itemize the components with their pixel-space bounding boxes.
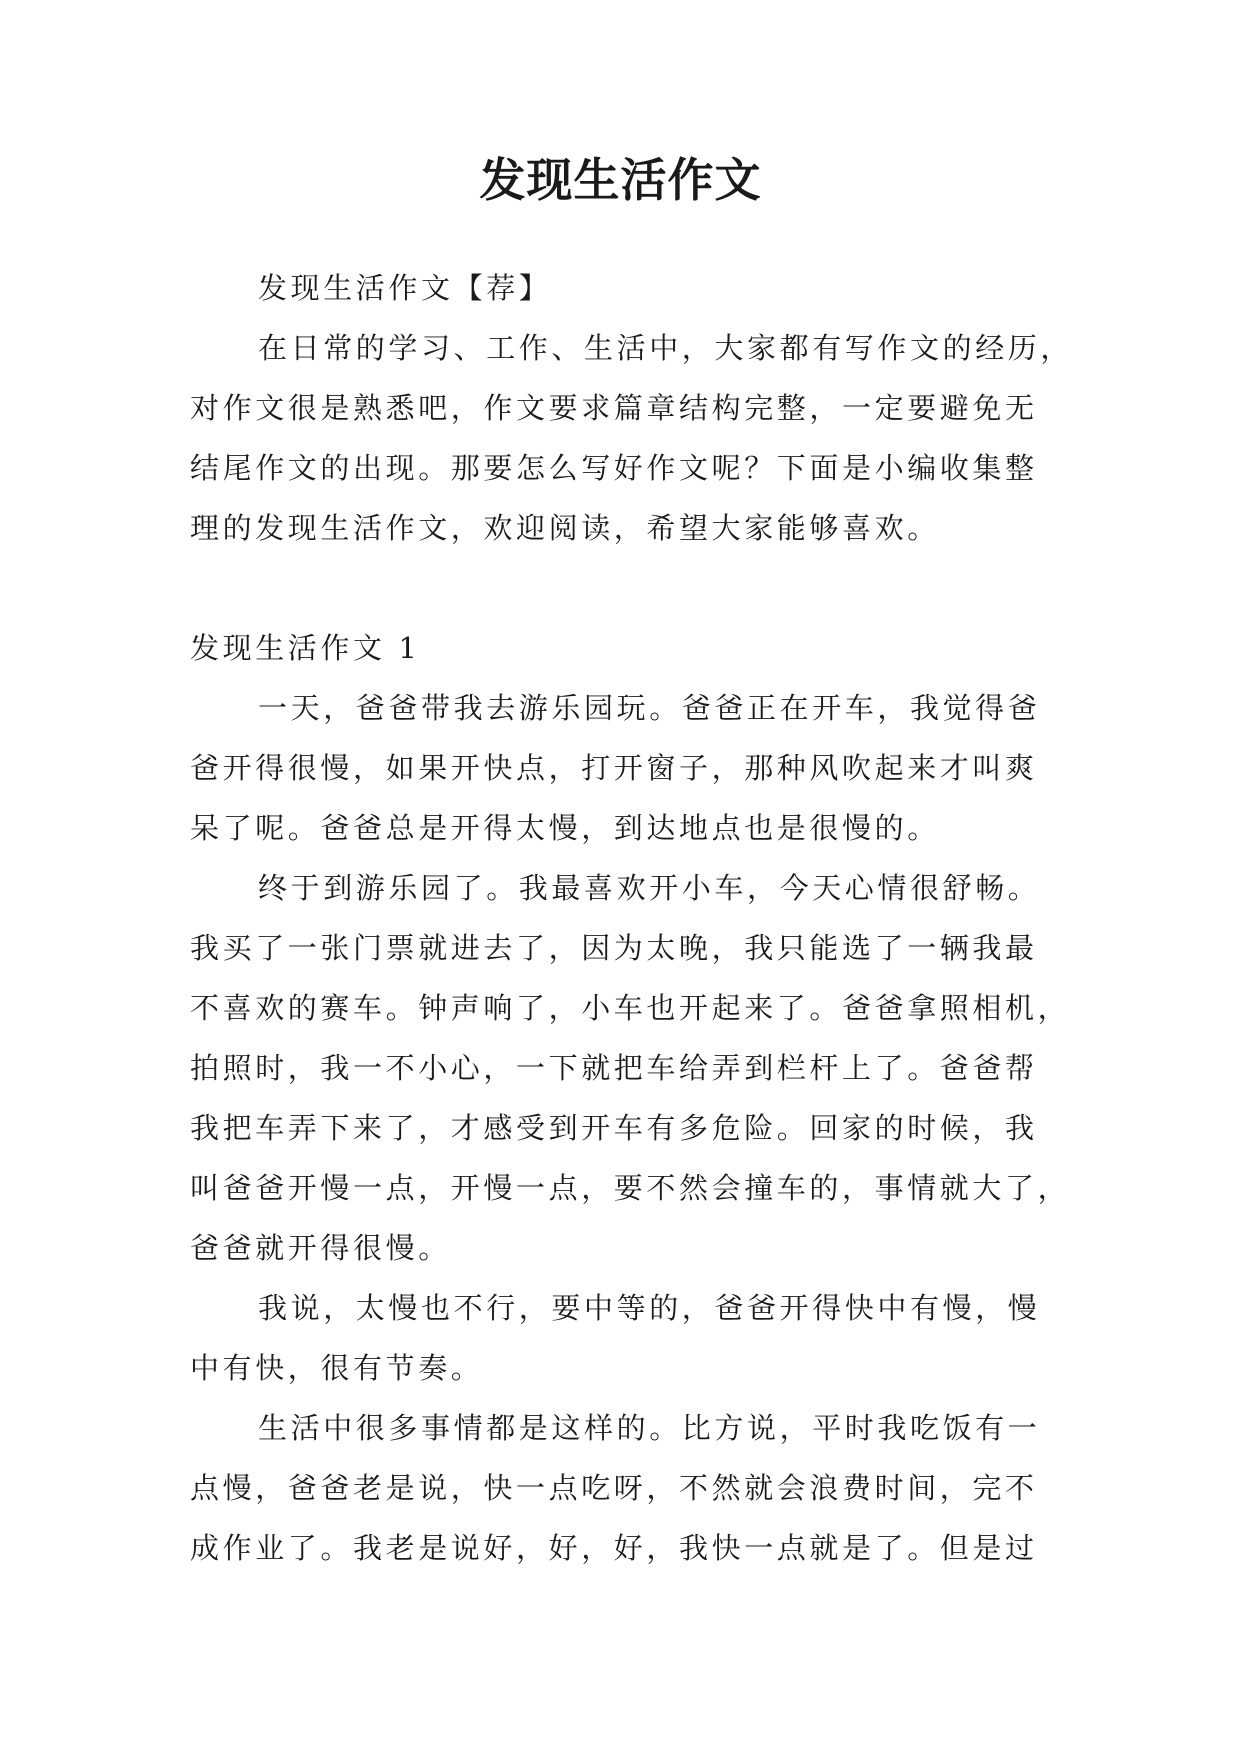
text-line: 一天，爸爸带我去游乐园玩。爸爸正在开车，我觉得爸	[258, 691, 1041, 725]
text-line: 我说，太慢也不行，要中等的，爸爸开得快中有慢，慢	[258, 1291, 1041, 1325]
text-line: 成作业了。我老是说好，好，好，我快一点就是了。但是过	[190, 1531, 1038, 1565]
text-line: 拍照时，我一不小心，一下就把车给弄到栏杆上了。爸爸帮	[190, 1051, 1038, 1085]
text-line: 中有快，很有节奏。	[190, 1351, 484, 1385]
paragraph-gap	[190, 558, 1058, 618]
text-line: 叫爸爸开慢一点，开慢一点，要不然会撞车的，事情就大了，	[190, 1171, 1071, 1205]
text-line: 结尾作文的出现。那要怎么写好作文呢？下面是小编收集整	[190, 451, 1038, 485]
text-line: 呆了呢。爸爸总是开得太慢，到达地点也是很慢的。	[190, 811, 940, 845]
text-line: 点慢，爸爸老是说，快一点吃呀，不然就会浪费时间，完不	[190, 1471, 1038, 1505]
text-line: 对作文很是熟悉吧，作文要求篇章结构完整，一定要避免无	[190, 391, 1038, 425]
text-line: 在日常的学习、工作、生活中，大家都有写作文的经历，	[258, 331, 1074, 365]
document-body	[190, 258, 1074, 1578]
text-line: 终于到游乐园了。我最喜欢开小车，今天心情很舒畅。	[258, 871, 1041, 905]
text-line: 爸爸就开得很慢。	[190, 1231, 451, 1265]
text-line: 理的发现生活作文，欢迎阅读，希望大家能够喜欢。	[190, 511, 940, 545]
text-line: 发现生活作文【荐】	[258, 271, 552, 305]
text-line: 发现生活作文 1	[190, 631, 421, 665]
text-line: 爸开得很慢，如果开快点，打开窗子，那种风吹起来才叫爽	[190, 751, 1038, 785]
document-title: 发现生活作文	[479, 153, 762, 207]
text-line: 我买了一张门票就进去了，因为太晚，我只能选了一辆我最	[190, 931, 1038, 965]
text-line: 我把车弄下来了，才感受到开车有多危险。回家的时候，我	[190, 1111, 1038, 1145]
text-line: 不喜欢的赛车。钟声响了，小车也开起来了。爸爸拿照相机，	[190, 991, 1071, 1025]
text-line: 生活中很多事情都是这样的。比方说，平时我吃饭有一	[258, 1411, 1041, 1445]
